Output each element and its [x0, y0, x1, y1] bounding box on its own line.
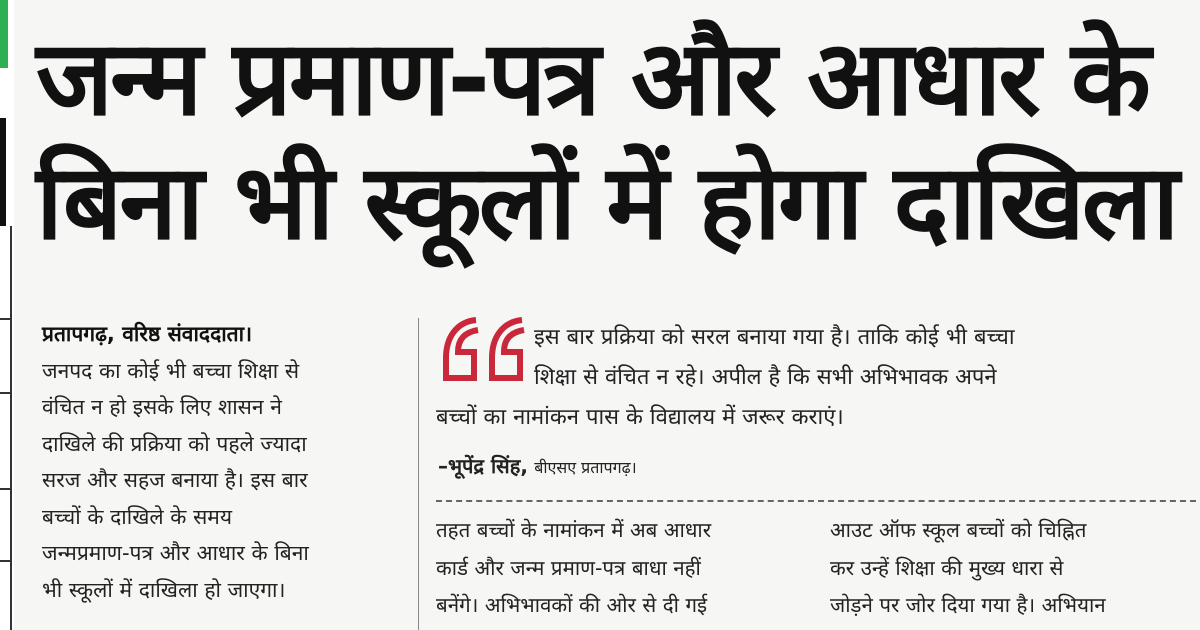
body-line: जनपद का कोई भी बच्चा शिक्षा से	[42, 358, 300, 383]
body-line: बनेंगे। अभिभावकों की ओर से दी गई	[436, 593, 708, 617]
body-line: आउट ऑफ स्कूल बच्चों को चिह्नित	[830, 518, 1087, 542]
attribution-title: बीएसए प्रतापगढ़।	[534, 458, 637, 477]
article-column-2	[436, 512, 808, 625]
body-line: बच्चों के दाखिले के समय	[42, 504, 233, 529]
body-line: कार्ड और जन्म प्रमाण-पत्र बाधा नहीं	[436, 555, 701, 580]
body-line: तहत बच्चों के नामांकन में अब आधार	[436, 518, 712, 542]
margin-tick	[0, 488, 12, 490]
body-line: जोड़ने पर जोर दिया गया है। अभियान	[830, 593, 1106, 617]
body-line: भी स्कूलों में दाखिला हो जाएगा।	[42, 577, 286, 602]
body-line: वंचित न हो इसके लिए शासन ने	[42, 395, 282, 419]
headline-line-2: बिना भी स्कूलों में होगा दाखिला	[36, 141, 1177, 263]
adjacent-green-strip	[0, 0, 8, 68]
headline-line-1: जन्म प्रमाण-पत्र और आधार के	[36, 17, 1148, 139]
pull-quote	[436, 318, 1196, 438]
body-line: जन्मप्रमाण-पत्र और आधार के बिना	[42, 541, 309, 565]
quote-line: इस बार प्रक्रिया को सरल बनाया गया है। ताकि कोई भी बच्चा	[534, 325, 1015, 350]
body-line: सरज और सहज बनाया है। इस बार	[42, 468, 308, 492]
attribution-name: –भूपेंद्र सिंह,	[438, 454, 528, 478]
quote-line: शिक्षा से वंचित न रहे। अपील है कि सभी अभिभावक अपने	[534, 365, 997, 390]
adjacent-black-bar	[0, 118, 6, 226]
column-divider	[418, 318, 419, 630]
article-column-1	[42, 316, 400, 608]
quote-line: बच्चों का नामांकन पास के विद्यालय में जरूर कराएं।	[436, 405, 844, 430]
dashed-divider	[436, 500, 1196, 502]
margin-tick	[0, 560, 12, 562]
body-line: कर उन्हें शिक्षा की मुख्य धारा से	[830, 555, 1064, 580]
headline	[36, 16, 1186, 264]
margin-rule	[10, 226, 12, 630]
margin-tick	[0, 392, 12, 394]
margin-tick	[0, 318, 12, 320]
quote-attribution	[438, 452, 637, 479]
body-line: दाखिले की प्रक्रिया को पहले ज्यादा	[42, 431, 307, 456]
dateline: प्रतापगढ़, वरिष्ठ संवाददाता।	[42, 322, 253, 346]
article-column-3	[830, 512, 1192, 625]
